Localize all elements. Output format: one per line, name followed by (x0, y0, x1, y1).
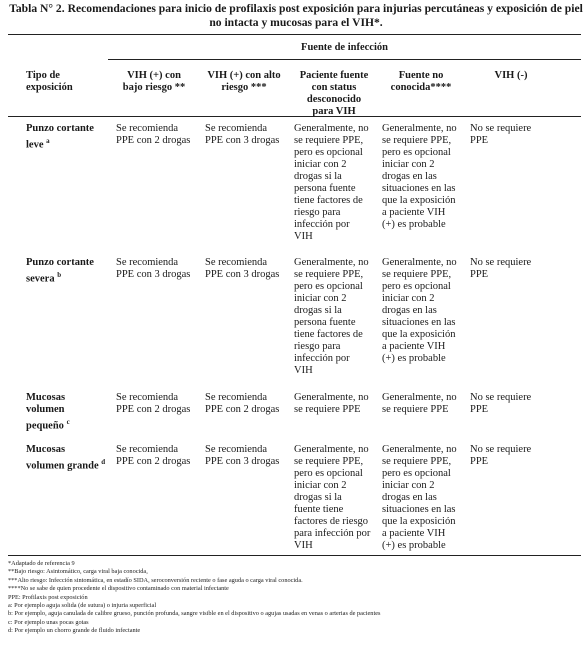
cell-r1-status: Generalmente, no se requiere PPE, pero es opcional iniciar con 2 drogas si la persona fuente tiene factores de riesgo para infección por VIH (294, 123, 369, 242)
rule-top (8, 34, 581, 35)
footnote-ref-b: b (57, 271, 62, 279)
cell-r1-bajo: Se recomienda PPE con 2 drogas (116, 123, 191, 146)
cell-r2-bajo: Se recomienda PPE con 3 drogas (116, 257, 191, 280)
cell-r3-bajo: Se recomienda PPE con 2 drogas (116, 392, 191, 415)
row-label-text: Punzo cortante leve (26, 123, 94, 151)
footnote-ppe: PPE: Profilaxis post exposición (8, 593, 88, 601)
column-header-tipo: Tipo de exposición (26, 70, 73, 93)
column-header-vih-negativo: VIH (-) (494, 70, 528, 81)
footnote-b: b: Por ejemplo, aguja canulada de calibre grueso, punción profunda, sangre visible en el dispositivo o agujas usadas en venas o arterias de pacientes (8, 610, 381, 618)
cell-r4-bajo: Se recomienda PPE con 2 drogas (116, 444, 191, 467)
cell-r2-fuente: Generalmente, no se requiere PPE, pero es opcional iniciar con 2 drogas en las situaciones en las que la exposición a paciente VIH (+) es probable (382, 257, 457, 364)
row-label-text: Mucosas volumen grande (26, 444, 99, 472)
cell-r2-negativo: No se requiere PPE (470, 257, 532, 280)
column-header-status-desconocido: Paciente fuente con status desconocido para VIH (299, 70, 369, 117)
footnotes (8, 560, 584, 636)
footnote-a: a: Por ejemplo aguja solida (de sutura) o injuria superficial (8, 602, 157, 610)
cell-r1-negativo: No se requiere PPE (470, 123, 532, 146)
cell-r3-status: Generalmente, no se requiere PPE (294, 392, 369, 415)
caption-text: Recomendaciones para inicio de profilaxis post exposición para injurias percutáneas y exposición de piel no intacta y mucosas para el VIH*. (67, 2, 583, 29)
row-label-punzo-leve (26, 123, 108, 152)
table-caption (8, 2, 584, 30)
row-label-mucosas-grande (26, 444, 108, 473)
column-header-bajo-riesgo: VIH (+) con bajo riesgo ** (122, 70, 186, 93)
row-label-text: Mucosas volumen pequeño (26, 392, 66, 432)
footnote-bajo-riesgo: **Bajo riesgo: Asintomático, carga viral baja conocida, (8, 568, 148, 576)
footnote-ref-a: a (46, 137, 50, 145)
rule-group-header (108, 59, 581, 60)
cell-r1-alto: Se recomienda PPE con 3 drogas (205, 123, 280, 146)
rule-bottom (8, 555, 581, 556)
footnote-alto-riesgo: ***Alto riesgo: Infección sintomática, en estadío SIDA, seroconversión reciente o fase aguda o carga viral conocida. (8, 576, 303, 584)
footnote-source: *Adaptado de referencia 9 (8, 560, 75, 567)
cell-r4-fuente: Generalmente, no se requiere PPE, pero es opcional iniciar con 2 drogas en las situaciones en las que la exposición a paciente VIH (+) es probable (382, 444, 457, 551)
column-header-alto-riesgo: VIH (+) con alto riesgo *** (207, 70, 281, 93)
cell-r1-fuente: Generalmente, no se requiere PPE, pero es opcional iniciar con 2 drogas en las situaciones en las que la exposición a paciente VIH (+) es probable (382, 123, 457, 230)
group-header: Fuente de infección (301, 42, 388, 53)
cell-r3-alto: Se recomienda PPE con 2 drogas (205, 392, 280, 415)
cell-r4-status: Generalmente, no se requiere PPE, pero es opcional iniciar con 2 drogas si la fuente tiene factores de riesgo para infección por VIH (294, 444, 371, 551)
footnote-ref-c: c (66, 418, 70, 426)
cell-r4-alto: Se recomienda PPE con 3 drogas (205, 444, 280, 467)
caption-label: Tabla N° 2. (9, 2, 65, 15)
row-label-text: Punzo cortante severa (26, 257, 94, 285)
footnote-d: d: Por ejemplo un chorro grande de fluido infectante (8, 627, 141, 635)
row-label-punzo-severa (26, 257, 108, 286)
footnote-c: c: Por ejemplo unas pocas gotas (8, 618, 89, 626)
column-header-fuente-no-conocida: Fuente no conocida**** (390, 70, 452, 93)
cell-r3-fuente: Generalmente, no se requiere PPE (382, 392, 457, 415)
row-label-mucosas-pequeno (26, 392, 108, 433)
cell-r2-alto: Se recomienda PPE con 3 drogas (205, 257, 280, 280)
footnote-fuente-no-conocida: ****No se sabe de quien procedente el dispositivo contaminado con material infectante (8, 585, 229, 593)
footnote-ref-d: d (101, 458, 106, 466)
cell-r2-status: Generalmente, no se requiere PPE, pero es opcional iniciar con 2 drogas si la persona fuente tiene factores de riesgo para infección por VIH (294, 257, 369, 376)
cell-r3-negativo: No se requiere PPE (470, 392, 532, 415)
cell-r4-negativo: No se requiere PPE (470, 444, 532, 467)
